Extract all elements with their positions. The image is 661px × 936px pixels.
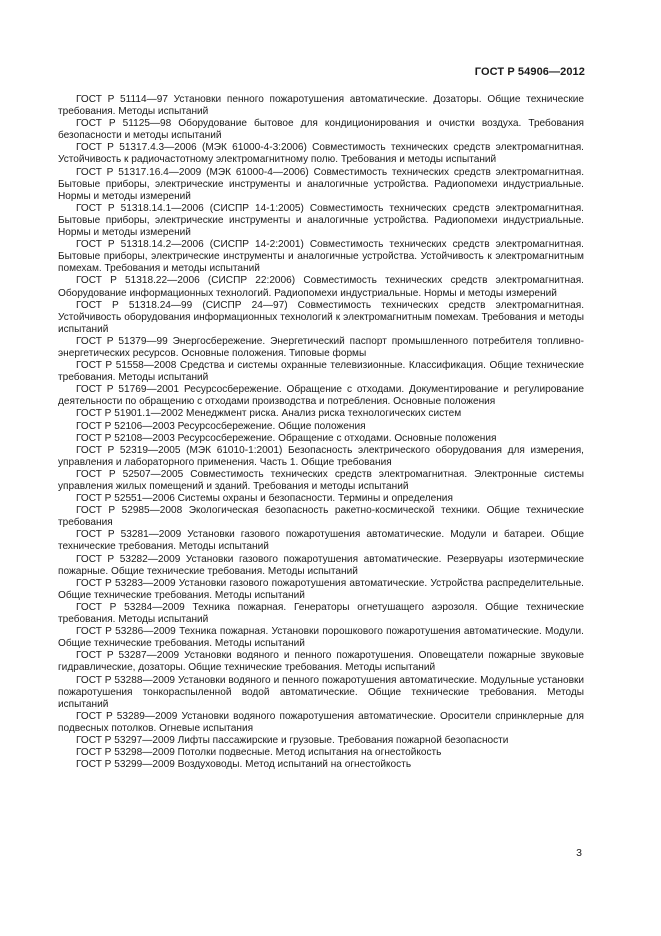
- reference-item: ГОСТ Р 53298—2009 Потолки подвесные. Метод испытания на огнестойкость: [76, 747, 442, 759]
- reference-item: ГОСТ Р 51317.16.4—2009 (МЭК 61000-4—2006) Совместимость технических средств электромагнитная. Бытовые приборы, электрические инструменты и аналогичные устройства. Радиопомехи индустриальные. Нормы и методы измерений: [58, 166, 584, 202]
- reference-item: ГОСТ Р 53289—2009 Установки водяного пожаротушения автоматические. Оросители спринклерные для подвесных потолков. Огневые испытания: [58, 710, 584, 734]
- reference-item: ГОСТ Р 51114—97 Установки пенного пожаротушения автоматические. Дозаторы. Общие технические требования. Методы испытаний: [58, 94, 584, 118]
- reference-item: ГОСТ Р 51558—2008 Средства и системы охранные телевизионные. Классификация. Общие технические требования. Методы испытаний: [58, 360, 584, 384]
- reference-item: ГОСТ Р 51379—99 Энергосбережение. Энергетический паспорт промышленного потребителя топливно-энергетических ресурсов. Основные положения. Типовые формы: [58, 335, 584, 359]
- reference-item: ГОСТ Р 51318.22—2006 (СИСПР 22:2006) Совместимость технических средств электромагнитная. Оборудование информационных технологий. Радиопомехи индустриальные. Нормы и методы измерений: [58, 275, 584, 299]
- reference-item: ГОСТ Р 53284—2009 Техника пожарная. Генераторы огнетушащего аэрозоля. Общие технические требования. Методы испытаний: [58, 601, 584, 626]
- reference-item: ГОСТ Р 52985—2008 Экологическая безопасность ракетно-космической техники. Общие технические требования: [58, 505, 584, 529]
- reference-item: ГОСТ Р 53282—2009 Установки газового пожаротушения автоматические. Резервуары изотермические пожарные. Общие технические требования. Методы испытаний: [58, 553, 584, 577]
- normative-references-list: [58, 94, 584, 771]
- reference-item: ГОСТ Р 51318.14.1—2006 (СИСПР 14-1:2005) Совместимость технических средств электромагнитная. Бытовые приборы, электрические инструменты и аналогичные устройства. Радиопомехи индустриальные. Нормы и методы измерений: [58, 202, 584, 239]
- reference-item: ГОСТ Р 51318.14.2—2006 (СИСПР 14-2:2001) Совместимость технических средств электромагнитная. Бытовые приборы, электрические инструменты и аналогичные устройства. Устойчивость к электромагнитным помехам. Требования и методы испытаний: [58, 239, 584, 275]
- reference-item: ГОСТ Р 52106—2003 Ресурсосбережение. Общие положения: [76, 420, 366, 432]
- reference-item: ГОСТ Р 52108—2003 Ресурсосбережение. Обращение с отходами. Основные положения: [76, 432, 497, 444]
- reference-item: ГОСТ Р 53288—2009 Установки водяного и пенного пожаротушения автоматические. Модульные установки пожаротушения тонкораспыленной водой автоматические. Общие технические требования. Методы испытаний: [58, 674, 584, 710]
- reference-item: ГОСТ Р 53286—2009 Техника пожарная. Установки порошкового пожаротушения автоматические. Модули. Общие технические требования. Методы испытаний: [58, 626, 584, 650]
- reference-item: ГОСТ Р 53297—2009 Лифты пассажирские и грузовые. Требования пожарной безопасности: [76, 734, 509, 746]
- reference-item: ГОСТ Р 52507—2005 Совместимость технических средств электромагнитная. Электронные системы управления жилых помещений и зданий. Требования и методы испытаний: [58, 468, 584, 492]
- reference-item: ГОСТ Р 53281—2009 Установки газового пожаротушения автоматические. Модули и батареи. Общие технические требования. Методы испытаний: [58, 529, 584, 553]
- reference-item: ГОСТ Р 51317.4.3—2006 (МЭК 61000-4-3:2006) Совместимость технических средств электромагнитная. Устойчивость к радиочастотному электромагнитному полю. Требования и методы испытаний: [58, 142, 584, 166]
- reference-item: ГОСТ Р 51769—2001 Ресурсосбережение. Обращение с отходами. Документирование и регулирование деятельности по обращению с отходами производства и потребления. Основные положения: [58, 384, 584, 408]
- page-number: 3: [576, 847, 582, 859]
- reference-item: ГОСТ Р 53287—2009 Установки водяного и пенного пожаротушения. Оповещатели пожарные звуковые гидравлические, дозаторы. Общие технические требования. Методы испытаний: [58, 650, 584, 674]
- reference-item: ГОСТ Р 53283—2009 Установки газового пожаротушения автоматические. Устройства распределительные. Общие технические требования. Методы испытаний: [58, 577, 584, 601]
- reference-item: ГОСТ Р 53299—2009 Воздуховоды. Метод испытаний на огнестойкость: [76, 759, 412, 771]
- reference-item: ГОСТ Р 52551—2006 Системы охраны и безопасности. Термины и определения: [76, 493, 453, 505]
- reference-item: ГОСТ Р 52319—2005 (МЭК 61010-1:2001) Безопасность электрического оборудования для измерения, управления и лабораторного применения. Часть 1. Общие требования: [58, 444, 584, 468]
- reference-item: ГОСТ Р 51901.1—2002 Менеджмент риска. Анализ риска технологических систем: [76, 408, 462, 420]
- document-header-id: ГОСТ Р 54906—2012: [474, 66, 585, 78]
- reference-item: ГОСТ Р 51318.24—99 (СИСПР 24—97) Совместимость технических средств электромагнитная. Устойчивость оборудования информационных технологий к электромагнитным помехам. Требования и методы испытаний: [58, 299, 584, 335]
- reference-item: ГОСТ Р 51125—98 Оборудование бытовое для кондиционирования и очистки воздуха. Требования безопасности и методы испытаний: [58, 118, 584, 142]
